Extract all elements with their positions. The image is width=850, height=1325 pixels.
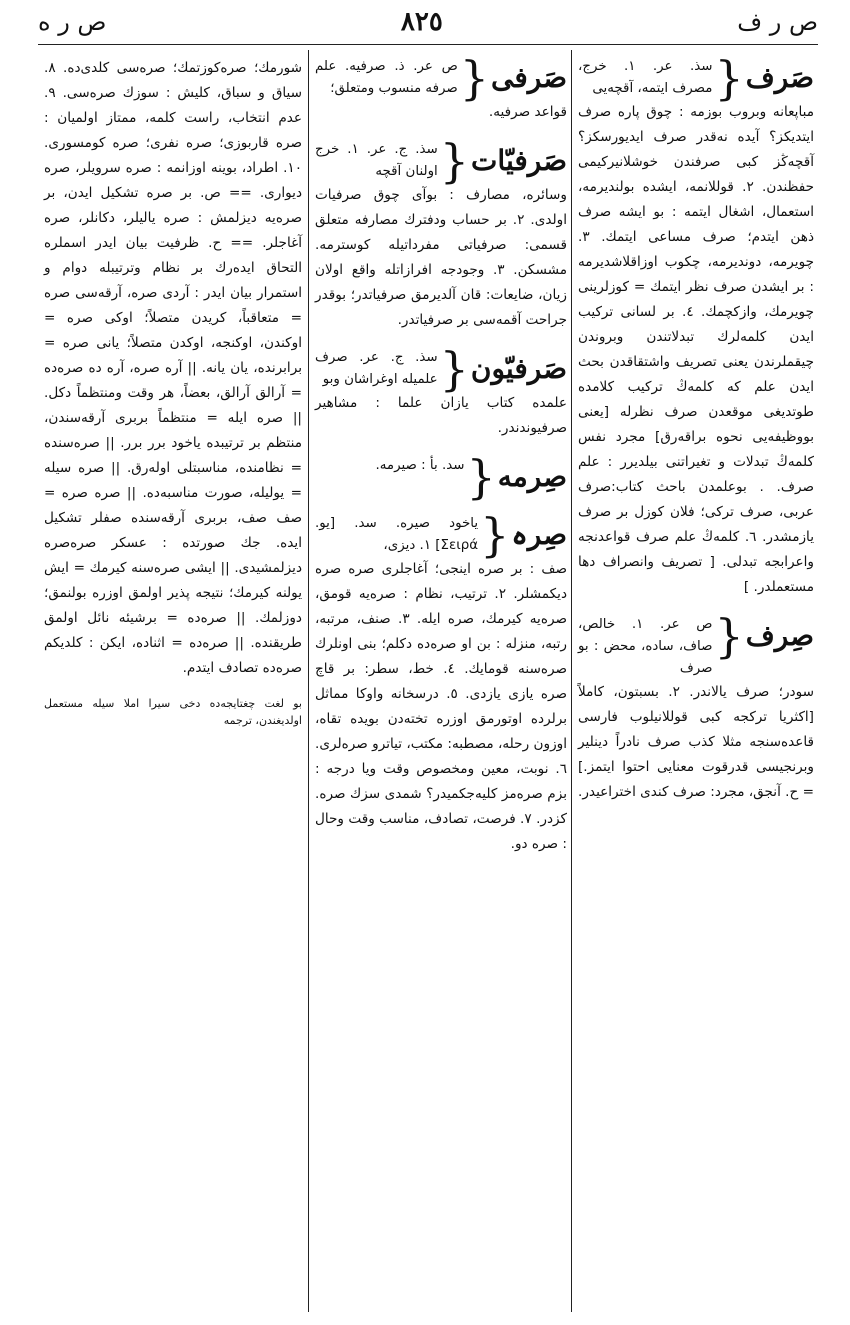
dictionary-entry: [315, 508, 568, 857]
headword: صِرف: [745, 619, 814, 652]
entry-grammar: ص عر. ١. خالص، صاف، ساده، محض : بو صرف: [578, 617, 713, 676]
brace-icon: {: [459, 56, 490, 105]
entry-text: قواعد صرفیه.: [488, 104, 567, 120]
entry-grammar: یاخود صیره. سد. [یو. Σειρά] ١. دیزی،: [315, 516, 479, 553]
entry-text: علمده کتاب یازان علما : مشاهیر صرفیوندندر.: [315, 395, 567, 436]
entry-text: وسائره، مصارف : بوآی چوق صرفیات اولدی. ٢. بر حساب ودفترك مصارفه متعلق قسمی: صرفیاتی مفرداتیله کوسترمه. مشسکن. ٣. وجودجه افرازاتله واقع اولان زیان، ضایعات: قان آلدیرمق صرفیاتدر؛ بوقدر جراحت آقمه‌سی بر صرفیاتدر.: [315, 187, 567, 328]
entry-continuation: [44, 56, 302, 681]
entry-grammar: سد. بأ : صیرمه.: [375, 458, 465, 473]
brace-icon: {: [480, 508, 510, 562]
page-number: ٨٢٥: [400, 7, 443, 37]
brace-icon: {: [714, 56, 744, 105]
footnote: بو لغت چغتایجه‌ده دخی سیرا املا سیله مستعمل اولدیغندن، ترجمه: [44, 697, 302, 727]
headword: صَرفی: [491, 61, 567, 94]
column-divider-left: [308, 50, 309, 1312]
brace-icon: {: [439, 342, 469, 396]
entry-text: شورمك؛ صره‌کوزتمك؛ صره‌سی کلدی‌ده. ٨. سیاق و سباق، کلیش : سوزك صره‌سی. ٩. عدم انتخاب، راست کلمه، ممتاز اولمیان : صره قاربوزی؛ صره نفری؛ صره کومسوری. ١٠. اطراد، بوینه اوزانمه : صره سرویلر، صره دیواری. == ص. بر صره تشکیل ایدن، بر صره‌یه دیزلمش : صره یالیلر، دکانلر، صره آغاجلر. == ح. ظرفیت بیان ایدر اسملره التحاق ایده‌رك بر نظام وترتیبله دوام و استمرار بیان ایدر : آردی صره، آرقه‌سی صره = متعاقباً، کریدن متصلاً؛ اوکی صره = اوکندن، اوکنجه، اوکدن متصلاً؛ یانی صره = برابرنده، یان یانه. || آره صره، آره ده صره‌ده = آرالق آرالق، بعضاً، هر وقت ومنتظماً دکل. || صره ایله = منتظماً بربری آرقه‌سندن، منتظم بر ترتیبده یاخود برر برر. || صره‌سنده = نظامنده، مناسبتلی اولەرق. || صره سیله = یولیله، صورت مناسبه‌ده. || صره صره = صف صف، بربری آرقه‌سنده صفلر تشکیل ایده. جك صورتده : عسکر صره‌صره دیزلمشیدی. || ایشی صره‌سنه کیرمك = ایش یولنه کیرمك؛ نتیجه پذیر اولمق اوزره بولنمق؛ دوزلمك. || صره‌ده = برشیئه نائل اولمق طریقنده. || صره‌ده = اثناده، ایکن : کلدیکم صره‌ده تصادف ایتدم.: [44, 60, 302, 676]
column-left: [40, 56, 306, 1311]
dictionary-entry: [315, 134, 567, 333]
header-rule: [38, 44, 818, 45]
dictionary-entry: [315, 450, 567, 504]
dictionary-entry: [578, 56, 814, 600]
entry-text: سودر؛ صرف یالاندر. ٢. بسبتون، کاملاً [اکثریا ترکجه کبی قوللانیلوب فارسی قاعده‌سنجه مثلا کذب صرف نادراً دینلیر وبرنجیسی قدرقوت معنایی احتوا ایتمز.] = ح. آنجق، مجرد: صرف کندی اختراعیدر.: [578, 684, 814, 800]
page-header: [38, 0, 818, 44]
column-middle: [311, 56, 571, 1311]
entry-text: مباپعانه وبروب بوزمه : چوق پاره صرف ایتدیکز؟ آیده نه‌قدر صرف ایدیورسکز؟ آقچه‌ڭز کبی صرفندن خوشلانیرکیمی حفظندن. ٢. قوللانمه، ایشده بولندیرمه، استعمال، اشغال ایتمه : بو ایشه صرف ذهن ایتدم؛ صرف مساعی ایتمك. ٣. چویرمه، دوندیرمه، چکوب اوزاقلاشدیرمه : بر ایشدن صرف نظر ایتمك = کوزلرینی چویرمك، وازکچمك. ٤. بر لسانی ترکیب ایدن کلمه‌لرك تبدلاتندن وبروندن چیقملرندن یعنی تصریف واشتقاقدن بحث ایدن علم که کلمه‌ڭ ترکیب کلامده طوتدیغی موقعدن صرف نظرله [یعنی بووظیفه‌یی نحوه براقه‌رق] مجرد نفس کلمه‌ڭ تبدلات و تغیراتنی بیلدیرر : علم صرف. . بوعلمدن باحث کتاب:صرف عربی، صرف ترکی؛ فلان کوزل بر صرف یازمشدر. ٦. کلمه‌ڭ علم صرف قواعدنجه واعرابجه تبدلی. [ تصریف وانصراف دها مستعملدر. ]: [578, 104, 815, 595]
entry-grammar: سذ. عر. ١. خرج، مصرف ایتمه، آقچه‌یی: [578, 59, 713, 96]
header-left-label: ص ر ه: [38, 8, 107, 36]
entry-grammar: سذ. ج. عر. ١. خرج اولنان آقچه: [315, 142, 438, 179]
dictionary-entry: [315, 56, 567, 125]
column-right: [574, 56, 818, 1311]
dictionary-entry: [578, 609, 814, 805]
entry-grammar: سذ. ج. عر. صرف علمیله اوغراشان وبو: [315, 350, 438, 387]
brace-icon: {: [439, 134, 470, 188]
headword: صَرفیّون: [470, 352, 567, 385]
headword: صَرفیّات: [471, 144, 567, 177]
header-right-label: ص ر ف: [737, 8, 818, 36]
headword: صِرمه: [497, 460, 567, 493]
brace-icon: {: [714, 609, 744, 663]
headword: صِرہ: [511, 518, 567, 551]
column-divider-right: [571, 50, 572, 1312]
dictionary-entry: [315, 342, 567, 441]
entry-grammar: ص عر. ذ. صرفیه. علم صرفه منسوب ومتعلق؛: [315, 59, 458, 96]
brace-icon: {: [466, 450, 496, 504]
entry-text: صف : بر صره اینجی؛ آغاجلری صره صره دیکمشلر. ٢. ترتیب، نظام : صره‌یه قومق، صره‌یه کیرمك، صره ایله. ٣. صنف، مرتبه، رتبه، منزله : بن او صره‌ده دکلم؛ بنی اونلرك صره‌سنه قومایك. ٤. خط، سطر: بر قاچ صره یازی یازدی. ٥. درسخانه واوکا مماثل برلرده او‌تورمق اوزره تختەدن بویده تقاه، اوزون رحله، مصطبه: مکتب، تیاترو صره‌لری. ٦. نوبت، معین ومخصوص وقت ویا درجه : بزم صره‌مز کلیه‌جکمیدر؟ شمدی سزك صره. کزدر. ٧. فرصت، تصادف، مناسب وقت وحال : صره دو.: [315, 561, 568, 852]
headword: صَرف: [745, 61, 814, 94]
